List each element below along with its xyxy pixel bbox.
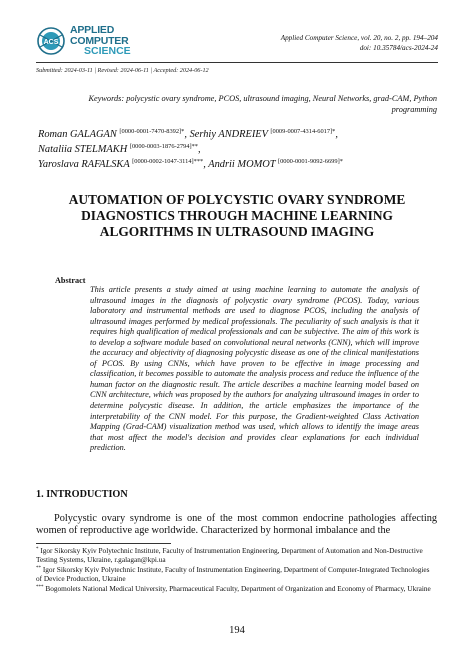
paper-title: AUTOMATION OF POLYCYSTIC OVARY SYNDROME DIAGNOSTICS THROUGH MACHINE LEARNING ALGORITHMS IN ULTRASOUND IMAGING bbox=[68, 192, 406, 239]
author-name: Nataliia STELMAKH bbox=[38, 144, 128, 155]
footnote-text: Bogomolets National Medical University, Pharmaceutical Faculty, Department of Organization and Economy of Pharmacy, Ukraine bbox=[45, 584, 431, 594]
journal-citation: Applied Computer Science, vol. 20, no. 2, pp. 194–204 bbox=[280, 34, 438, 42]
journal-logo bbox=[36, 26, 162, 56]
footnote-text: Igor Sikorsky Kyiv Polytechnic Institute, Faculty of Instrumentation Engineering, Department of Automation and Non-Destructive Testing Systems, Ukraine, r.galagan@kpi.ua bbox=[36, 546, 423, 564]
keywords: Keywords: polycystic ovary syndrome, PCOS, ultrasound imaging, Neural Networks, grad-CAM, Python programming bbox=[88, 94, 437, 114]
footnote-divider bbox=[36, 543, 171, 544]
footnote bbox=[36, 565, 437, 583]
author-orcid: [0000-0002-1047-3114]*** bbox=[132, 158, 204, 165]
journal-reference bbox=[281, 33, 438, 53]
page-number: 194 bbox=[229, 625, 245, 636]
logo-badge: ACS bbox=[43, 39, 59, 46]
footnotes bbox=[36, 546, 437, 595]
author-orcid: [0009-0007-4314-6017]* bbox=[270, 128, 336, 135]
author-name: Yaroslava RAFALSKA bbox=[38, 159, 130, 170]
author-name: Serhiy ANDREIEV bbox=[189, 129, 268, 140]
footnote bbox=[36, 584, 437, 594]
logo-title-line2: SCIENCE bbox=[84, 45, 131, 58]
section-heading-introduction: 1. INTRODUCTION bbox=[36, 489, 128, 500]
author-name: Roman GALAGAN bbox=[38, 129, 117, 140]
footnote bbox=[36, 546, 437, 564]
footnote-mark: *** bbox=[36, 585, 44, 591]
footnote-mark: * bbox=[36, 547, 39, 552]
journal-doi: doi: 10.35784/acs-2024-24 bbox=[359, 44, 438, 52]
abstract-heading: Abstract bbox=[55, 276, 86, 285]
author-orcid: [0000-0003-1876-2794]** bbox=[129, 143, 198, 150]
logo-title-line1: APPLIED COMPUTER bbox=[70, 24, 129, 47]
acs-logo-icon bbox=[36, 26, 66, 56]
footnote-text: Igor Sikorsky Kyiv Polytechnic Institute, Faculty of Instrumentation Engineering, Department of Computer-Integrated Technologies of Device Production, Ukraine bbox=[36, 565, 430, 583]
submission-dates: Submitted: 2024-03-11 | Revised: 2024-06-11 | Accepted: 2024-06-12 bbox=[36, 67, 209, 74]
header-divider bbox=[36, 62, 438, 63]
author-list: Roman GALAGAN $^{[0000-0001-7470-8392]*}$, Serhiy ANDREIEV $^{[0009-0007-4314-6017]*}$, Nataliia STELMAKH $^{[0000-0003-1876-2794]**}$, Yaroslava RAFALSKA $^{[0000-0002-1047-3114]***}$, Andrii MOMOT $^{[0000-0001-9092-6699]*}$ bbox=[38, 128, 343, 170]
author-orcid: [0000-0001-7470-8392]* bbox=[119, 128, 185, 135]
introduction-text: Polycystic ovary syndrome is one of the most common endocrine pathologies affecting women of reproductive age worldwide. Characterized by hormonal imbalance and the bbox=[36, 513, 437, 536]
author-name: Andrii MOMOT bbox=[208, 159, 276, 170]
abstract-text: This article presents a study aimed at using machine learning to automate the analysis of ultrasound images in the diagnosis of polycystic ovary syndrome (PCOS). Today, various laboratory and instrumental methods are used to diagnose PCOS, including the analysis of ultrasound images performed by medical professionals. The peculiarity of such analysis is that it requires high qualification of medical professionals and can be subjective. The aim of this work is to develop a software module based on convolutional neural networks (CNN), which will improve the accuracy and objectivity of diagnosing polycystic disease as one of the clinical manifestations of PCOS. By using CNNs, which have proven to be effective in image processing and classification, it becomes possible to automate the analysis process and reduce the influence of the human factor on the diagnostic result. The article describes a machine learning model based on CNN architecture, which was proposed by the authors for analyzing ultrasound images in order to determine polycystic disease. In addition, the article emphasizes the importance of the interpretability of the CNN model. For this purpose, the Gradient-weighted Class Activation Mapping (Grad-CAM) visualization method was used, which allows to identify the image areas that most affect the model's decision and provides clear explanations for each individual prediction. bbox=[90, 285, 419, 453]
footnote-mark: ** bbox=[36, 566, 41, 572]
author-orcid: [0000-0001-9092-6699]* bbox=[277, 158, 343, 165]
